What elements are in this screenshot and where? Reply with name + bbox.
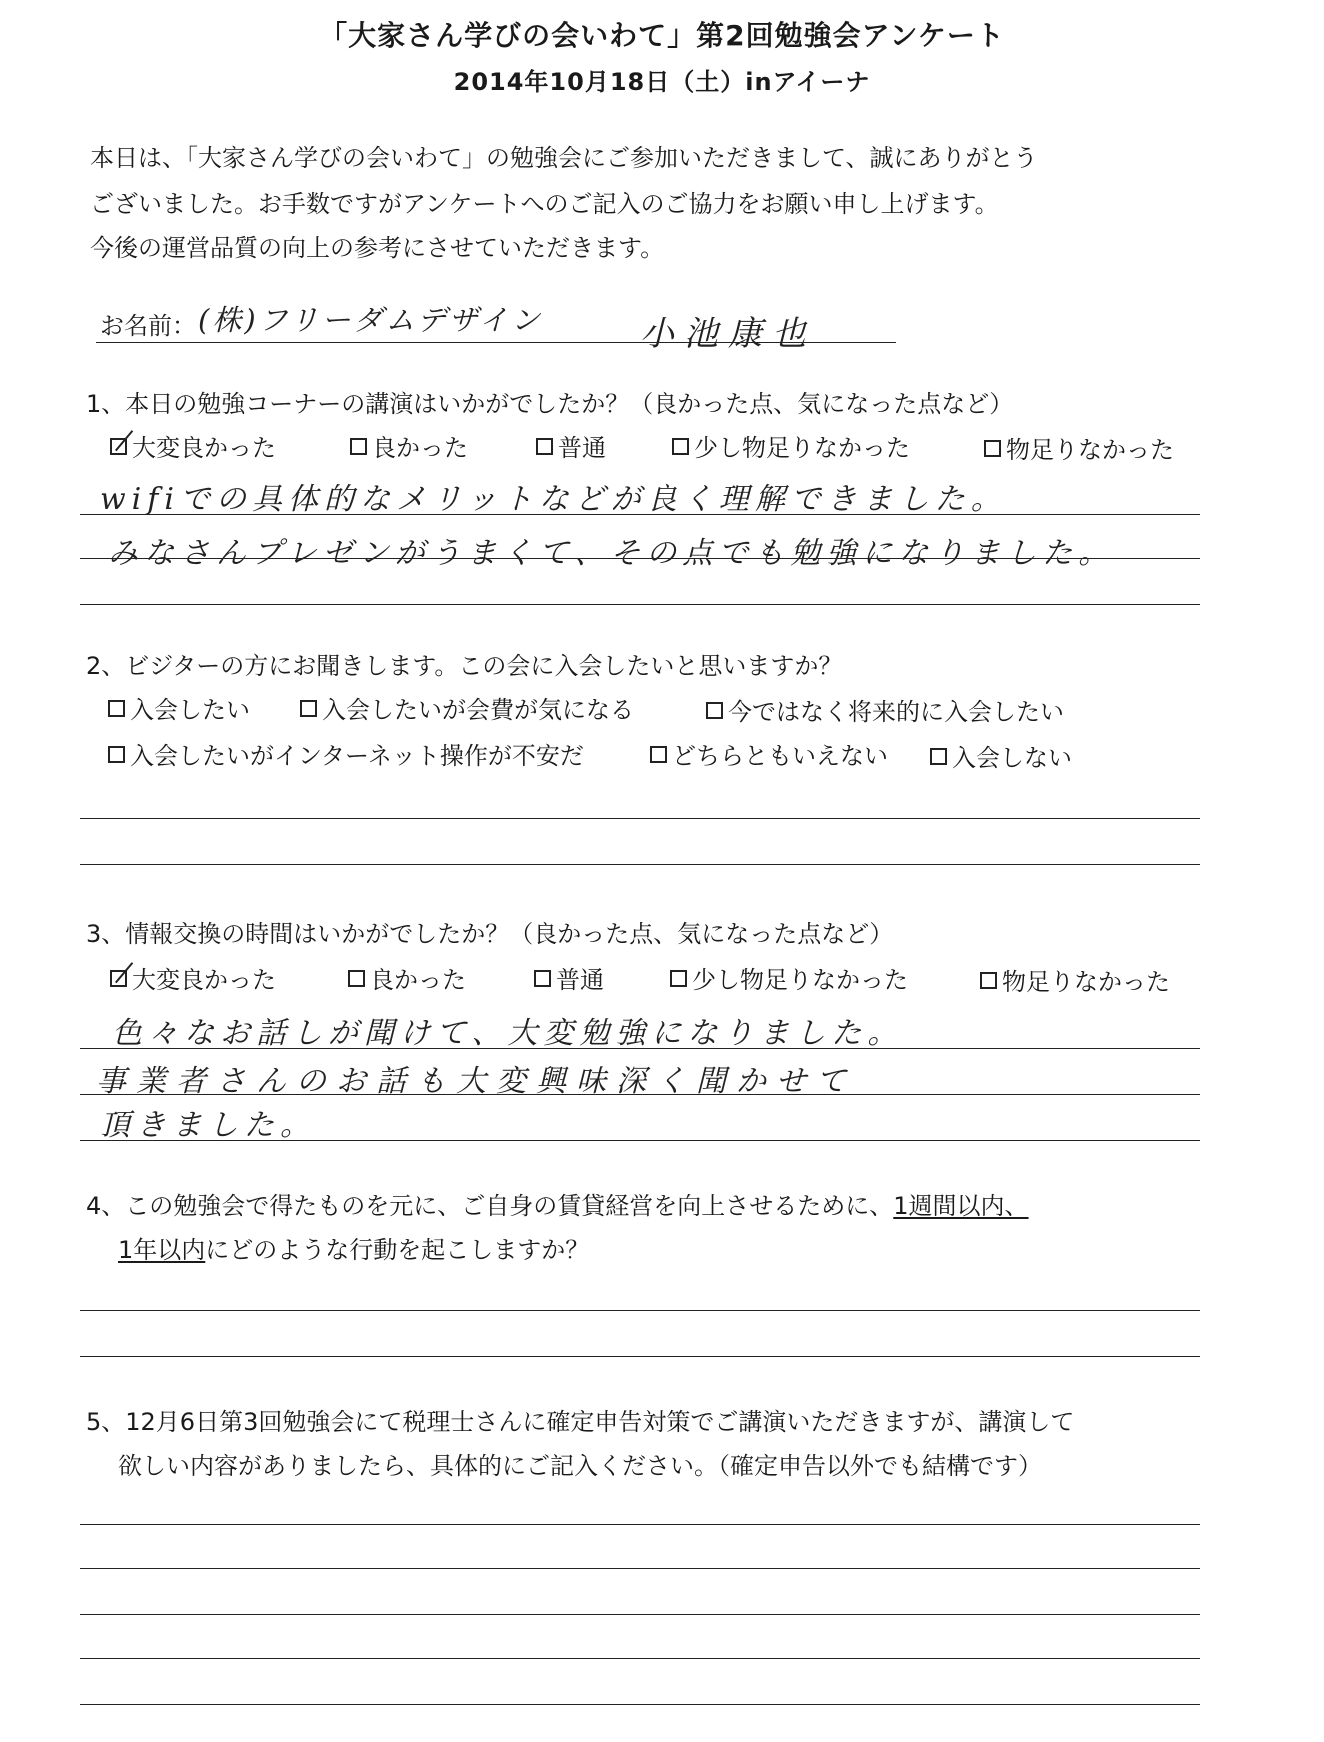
name-line [96, 342, 896, 343]
q4-answer-rule-2 [80, 1356, 1200, 1357]
checkbox-icon [672, 438, 689, 455]
q2-answer-rule-2 [80, 864, 1200, 865]
q5-answer-rule-4 [80, 1658, 1200, 1659]
q4-underline-week: 1週間以内、 [893, 1192, 1029, 1220]
q3-answer-line-2: 事業者さんのお話も大変興味深く聞かせて [96, 1064, 856, 1099]
checkbox-icon [348, 970, 365, 987]
q2-option-4[interactable]: 入会したいがインターネット操作が不安だ [108, 736, 584, 771]
checkbox-checked-icon [110, 438, 127, 455]
name-person-handwritten: 小池康也 [640, 314, 816, 354]
checkbox-icon [984, 440, 1001, 457]
q2-option-1[interactable]: 入会したい [108, 690, 250, 725]
survey-title: 「大家さん学びの会いわて」第2回勉強会アンケート [319, 19, 1005, 52]
q3-question: 3、情報交換の時間はいかがでしたか？（良かった点、気になった点など） [86, 920, 894, 948]
q1-answer-rule-2 [80, 558, 1200, 559]
q4-underline-year: 1年以内 [118, 1236, 206, 1264]
checkbox-icon [300, 700, 317, 717]
q2-option-2[interactable]: 入会したいが会費が気になる [300, 690, 634, 725]
checkbox-icon [706, 702, 723, 719]
q5-answer-rule-2 [80, 1568, 1200, 1569]
q1-answer-line-2: みなさんプレゼンがうまくて、その点でも勉強になりました。 [108, 536, 1115, 571]
checkbox-icon [108, 746, 125, 763]
q5-question-line-1: 5、12月6日第3回勉強会にて税理士さんに確定申告対策でご講演いただきますが、講演して [86, 1408, 1075, 1436]
q2-option-6[interactable]: 入会しない [930, 738, 1072, 773]
name-label: お名前： [100, 312, 196, 340]
q1-option-3[interactable]: 普通 [536, 428, 606, 463]
q3-option-2[interactable]: 良かった [348, 960, 466, 995]
q1-option-5[interactable]: 物足りなかった [984, 430, 1174, 465]
intro-line-1: 本日は、「大家さん学びの会いわて」の勉強会にご参加いただきまして、誠にありがとう [90, 144, 1038, 172]
q5-question-line-2: 欲しい内容がありましたら、具体的にご記入ください。（確定申告以外でも結構です） [118, 1452, 1042, 1480]
q1-option-4[interactable]: 少し物足りなかった [672, 428, 910, 463]
q1-option-2[interactable]: 良かった [350, 428, 468, 463]
checkbox-icon [670, 970, 687, 987]
q4-question-line-1: 4、この勉強会で得たものを元に、ご自身の賃貸経営を向上させるために、1週間以内、 [86, 1192, 1029, 1220]
q1-answer-rule-1 [80, 514, 1200, 515]
checkbox-icon [534, 970, 551, 987]
intro-line-2: ございました。お手数ですがアンケートへのご記入のご協力をお願い申し上げます。 [90, 190, 999, 218]
checkbox-icon [108, 700, 125, 717]
q3-answer-rule-1 [80, 1048, 1200, 1049]
q5-answer-rule-5 [80, 1704, 1200, 1705]
q1-option-1[interactable]: 大変良かった [110, 428, 276, 463]
q2-option-5[interactable]: どちらともいえない [650, 736, 888, 771]
checkbox-icon [980, 972, 997, 989]
q3-answer-rule-3 [80, 1140, 1200, 1141]
q1-answer-rule-3 [80, 604, 1200, 605]
q3-option-4[interactable]: 少し物足りなかった [670, 960, 908, 995]
q2-answer-rule-1 [80, 818, 1200, 819]
q4-question-line-2: 1年以内にどのような行動を起こしますか？ [118, 1236, 590, 1264]
checkbox-icon [650, 746, 667, 763]
intro-line-3: 今後の運営品質の向上の参考にさせていただきます。 [90, 234, 665, 262]
q1-answer-line-1: wifiでの具体的なメリットなどが良く理解できました。 [100, 482, 1007, 517]
checkbox-checked-icon [110, 970, 127, 987]
q3-option-3[interactable]: 普通 [534, 960, 604, 995]
checkbox-icon [930, 748, 947, 765]
q5-answer-rule-3 [80, 1614, 1200, 1615]
q3-answer-line-1: 色々なお話しが聞けて、大変勉強になりました。 [112, 1016, 904, 1051]
q3-answer-line-3: 頂きました。 [100, 1108, 316, 1143]
q3-answer-rule-2 [80, 1094, 1200, 1095]
survey-date: 2014年10月18日（土）inアイーナ [453, 68, 871, 96]
q4-answer-rule-1 [80, 1310, 1200, 1311]
q2-option-3[interactable]: 今ではなく将来的に入会したい [706, 692, 1064, 727]
q3-option-5[interactable]: 物足りなかった [980, 962, 1170, 997]
q2-question: 2、ビジターの方にお聞きします。この会に入会したいと思いますか？ [86, 652, 843, 680]
checkbox-icon [536, 438, 553, 455]
checkbox-icon [350, 438, 367, 455]
q1-question: 1、本日の勉強コーナーの講演はいかがでしたか？（良かった点、気になった点など） [86, 390, 1014, 418]
name-company-handwritten: (株)フリーダムデザイン [198, 303, 543, 337]
q5-answer-rule-1 [80, 1524, 1200, 1525]
q3-option-1[interactable]: 大変良かった [110, 960, 276, 995]
